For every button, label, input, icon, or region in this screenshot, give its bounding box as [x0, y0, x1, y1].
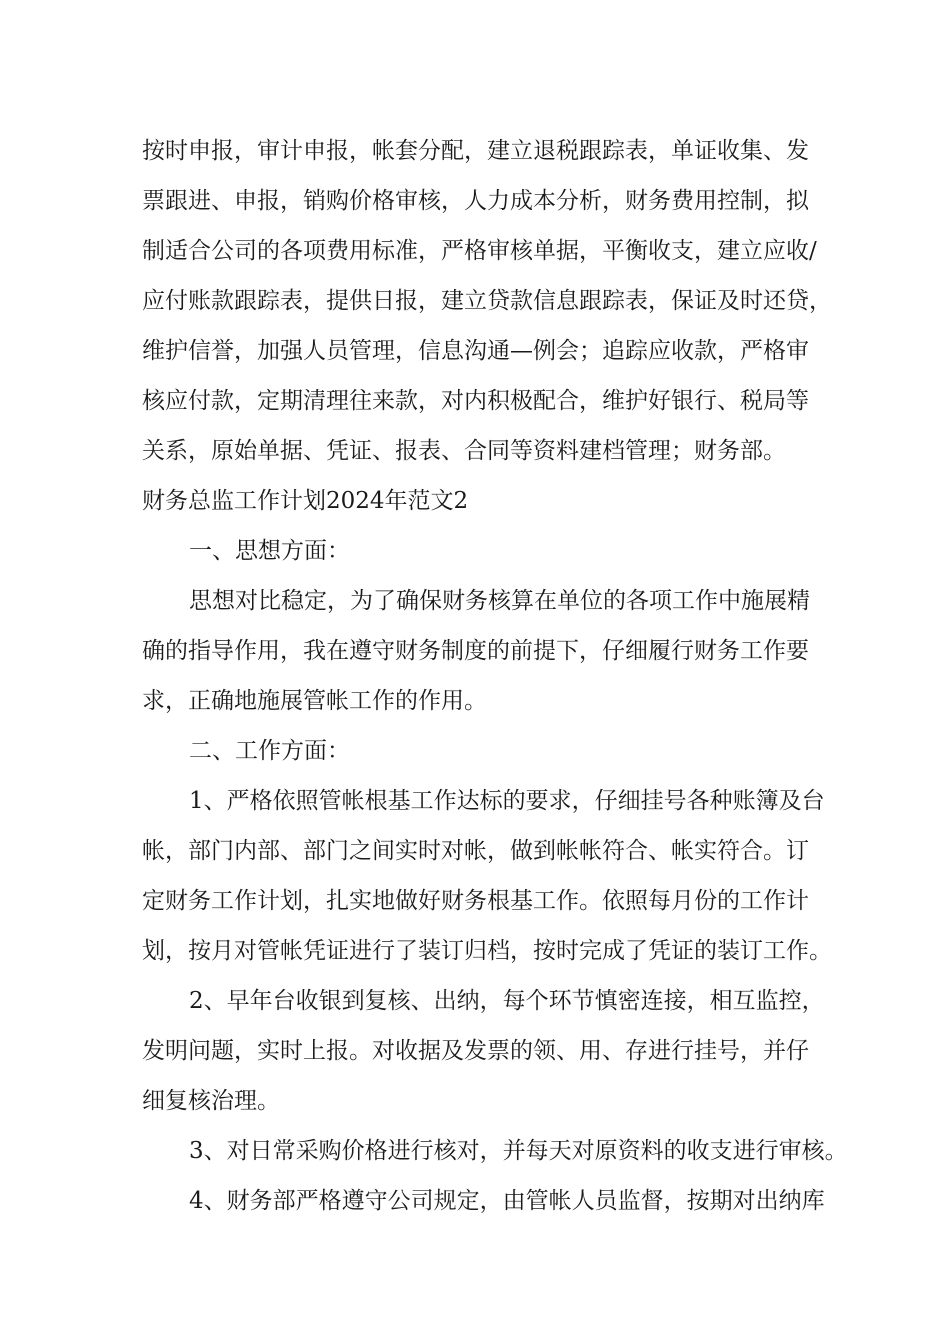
body-text-line: 3、对日常采购价格进行核对，并每天对原资料的收支进行审核。 — [189, 1138, 848, 1164]
body-text-line: 细复核治理。 — [142, 1088, 280, 1114]
body-text-line: 应付账款跟踪表，提供日报，建立贷款信息跟踪表，保证及时还贷， — [142, 288, 832, 314]
body-text-line: 帐，部门内部、部门之间实时对帐，做到帐帐符合、帐实符合。订 — [142, 838, 809, 864]
body-text-line: 2、早年台收银到复核、出纳，每个环节慎密连接，相互监控， — [189, 988, 825, 1014]
body-text-line: 维护信誉，加强人员管理，信息沟通—例会；追踪应收款，严格审 — [142, 338, 809, 364]
body-text-line: 求，正确地施展管帐工作的作用。 — [142, 688, 487, 714]
body-text-line: 划，按月对管帐凭证进行了装订归档，按时完成了凭证的装订工作。 — [142, 938, 832, 964]
body-text-line: 定财务工作计划，扎实地做好财务根基工作。依照每月份的工作计 — [142, 888, 809, 914]
body-text-line: 核应付款，定期清理往来款，对内积极配合，维护好银行、税局等 — [142, 388, 809, 414]
section-title: 财务总监工作计划2024年范文2 — [142, 488, 469, 514]
body-text-line: 确的指导作用，我在遵守财务制度的前提下，仔细履行财务工作要 — [142, 638, 809, 664]
body-text-line: 制适合公司的各项费用标准，严格审核单据，平衡收支，建立应收/ — [142, 238, 817, 264]
body-text-line: 按时申报，审计申报，帐套分配，建立退税跟踪表，单证收集、发 — [142, 138, 809, 164]
heading-thought: 一、思想方面： — [189, 538, 350, 564]
heading-work: 二、工作方面： — [189, 738, 350, 764]
body-text-line: 4、财务部严格遵守公司规定，由管帐人员监督，按期对出纳库 — [189, 1188, 825, 1214]
body-text-line: 1、严格依照管帐根基工作达标的要求，仔细挂号各种账簿及台 — [189, 788, 825, 814]
body-text-line: 关系，原始单据、凭证、报表、合同等资料建档管理；财务部。 — [142, 438, 786, 464]
body-text-line: 票跟进、申报，销购价格审核，人力成本分析，财务费用控制，拟 — [142, 188, 809, 214]
body-text-line: 思想对比稳定，为了确保财务核算在单位的各项工作中施展精 — [189, 588, 810, 614]
body-text-line: 发明问题，实时上报。对收据及发票的领、用、存进行挂号，并仔 — [142, 1038, 809, 1064]
